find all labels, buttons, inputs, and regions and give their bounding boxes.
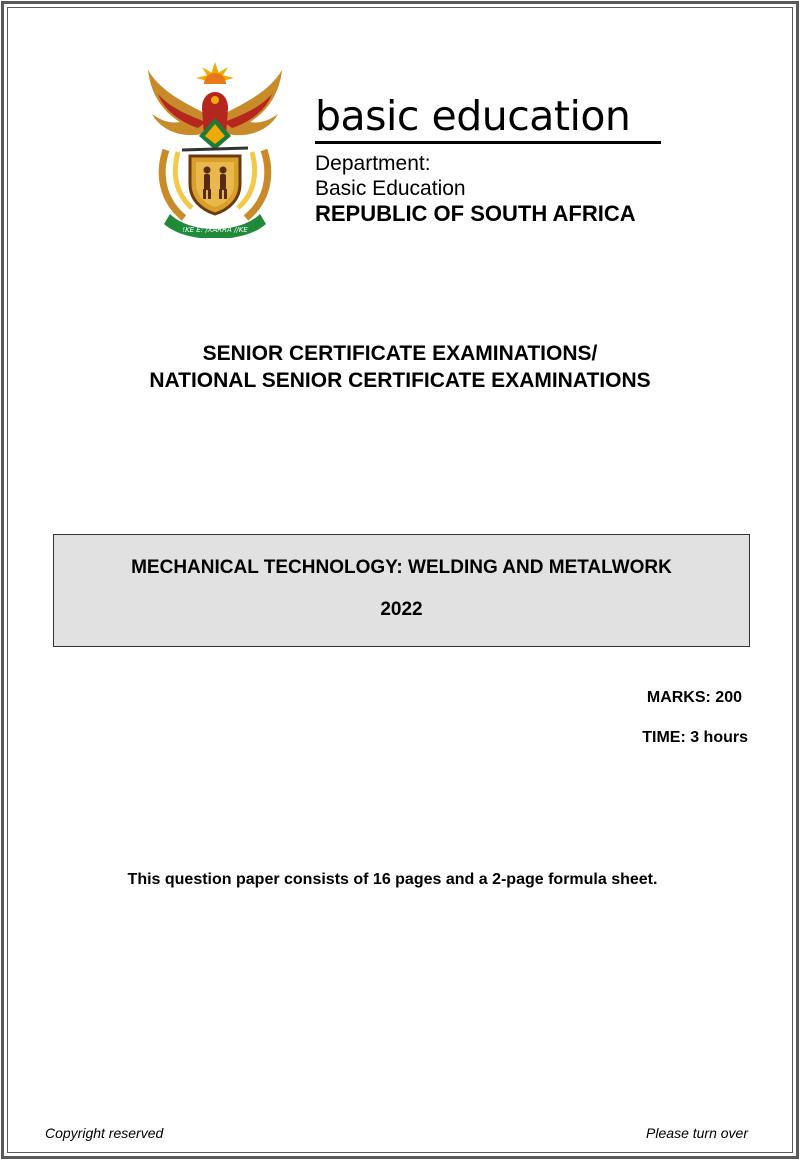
- page-count-note: This question paper consists of 16 pages and a 2-page formula sheet.: [127, 871, 658, 888]
- footer-copyright: Copyright reserved: [45, 1125, 164, 1141]
- exam-title: [0, 340, 800, 394]
- emblem-motto: !KE E: /XARRA //KE: [182, 226, 248, 234]
- department-name: Basic Education: [315, 177, 466, 200]
- exam-title-line1: SENIOR CERTIFICATE EXAMINATIONS/: [202, 342, 598, 365]
- svg-text:!KE E: /XARRA //KE: [182, 226, 248, 234]
- subject-name: MECHANICAL TECHNOLOGY: WELDING AND METALWORK: [131, 557, 672, 578]
- footer-turn-over: Please turn over: [646, 1125, 748, 1141]
- marks-label: MARKS: 200: [646, 689, 742, 706]
- subject-year: 2022: [380, 599, 423, 620]
- exam-title-line2: NATIONAL SENIOR CERTIFICATE EXAMINATIONS: [149, 369, 651, 392]
- brand-underline: [315, 141, 661, 144]
- department-brand: [315, 92, 675, 227]
- coat-of-arms-icon: [140, 58, 290, 238]
- country-name: REPUBLIC OF SOUTH AFRICA: [315, 201, 636, 226]
- subject-box: [53, 534, 750, 647]
- department-label: Department:: [315, 152, 431, 175]
- brand-title: basic education: [315, 92, 631, 140]
- time-label: TIME: 3 hours: [642, 729, 748, 746]
